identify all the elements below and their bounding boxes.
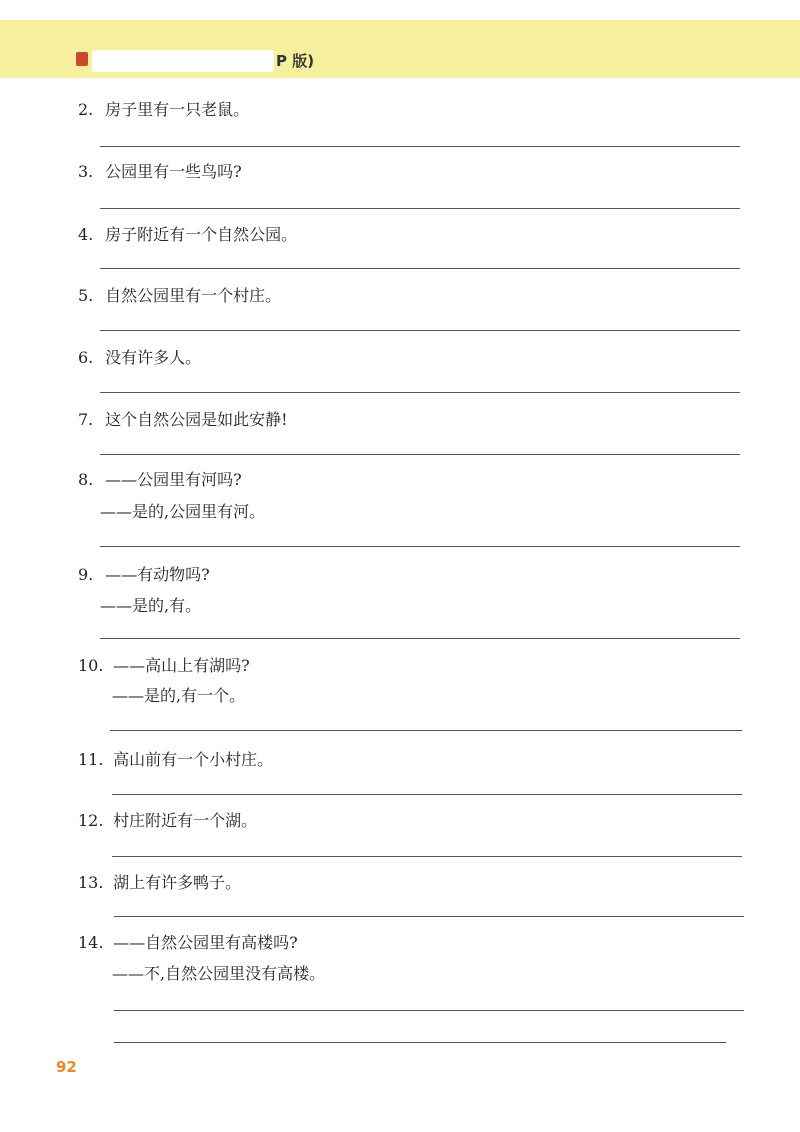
exercise-prompt: ——自然公园里有高楼吗?: [113, 933, 298, 952]
exercise-12: [78, 811, 257, 831]
exercise-number: 3.: [78, 162, 94, 181]
exercise-3: [78, 162, 242, 182]
exercise-number: 6.: [78, 348, 94, 367]
answer-line[interactable]: [112, 794, 742, 795]
answer-line[interactable]: [100, 208, 740, 209]
answer-line[interactable]: [100, 330, 740, 331]
exercise-number: 14.: [78, 933, 104, 952]
answer-line[interactable]: [100, 268, 740, 269]
exercise-prompt: ——高山上有湖吗?: [113, 656, 250, 675]
answer-line[interactable]: [100, 146, 740, 147]
exercise-number: 9.: [78, 565, 94, 584]
exercise-8-reply: ——是的,公园里有河。: [100, 502, 266, 521]
exercise-prompt: 村庄附近有一个湖。: [113, 811, 258, 830]
exercise-4: [78, 225, 297, 245]
exercise-number: 7.: [78, 410, 94, 429]
exercise-number: 8.: [78, 470, 94, 489]
exercise-6: [78, 348, 201, 368]
exercise-prompt: 没有许多人。: [105, 348, 202, 367]
exercise-9-reply: ——是的,有。: [100, 596, 202, 615]
answer-line[interactable]: [100, 638, 740, 639]
exercise-5: [78, 286, 281, 306]
exercise-prompt: 自然公园里有一个村庄。: [105, 286, 282, 305]
answer-line[interactable]: [100, 454, 740, 455]
answer-line[interactable]: [100, 392, 740, 393]
exercise-number: 11.: [78, 750, 104, 769]
answer-line[interactable]: [110, 730, 742, 731]
exercise-number: 10.: [78, 656, 104, 675]
exercise-10: [78, 656, 250, 676]
answer-line[interactable]: [100, 546, 740, 547]
exercise-prompt: 公园里有一些鸟吗?: [105, 162, 242, 181]
answer-line[interactable]: [114, 1010, 744, 1011]
exercise-prompt: 湖上有许多鸭子。: [113, 873, 242, 892]
publisher-logo-icon: [76, 52, 88, 66]
exercise-13: [78, 873, 241, 893]
exercise-number: 12.: [78, 811, 104, 830]
exercise-7: [78, 410, 288, 430]
exercise-2: [78, 100, 249, 120]
page-number: 92: [56, 1058, 77, 1076]
header-title: P 版): [276, 52, 315, 70]
answer-line[interactable]: [114, 1042, 726, 1043]
answer-line[interactable]: [114, 916, 744, 917]
exercise-14: [78, 933, 298, 953]
exercise-number: 4.: [78, 225, 94, 244]
exercise-9: [78, 565, 210, 585]
exercise-prompt: 高山前有一个小村庄。: [113, 750, 274, 769]
exercise-number: 13.: [78, 873, 104, 892]
exercise-prompt: 房子里有一只老鼠。: [105, 100, 250, 119]
exercise-8: [78, 470, 242, 490]
exercise-prompt: ——有动物吗?: [105, 565, 210, 584]
exercise-prompt: 这个自然公园是如此安静!: [105, 410, 288, 429]
exercise-number: 5.: [78, 286, 94, 305]
exercise-prompt: ——公园里有河吗?: [105, 470, 242, 489]
exercise-prompt: 房子附近有一个自然公园。: [105, 225, 298, 244]
exercise-11: [78, 750, 273, 770]
exercise-number: 2.: [78, 100, 94, 119]
answer-line[interactable]: [112, 856, 742, 857]
header-redaction: [92, 50, 274, 72]
exercise-14-reply: ——不,自然公园里没有高楼。: [112, 964, 326, 983]
exercise-10-reply: ——是的,有一个。: [112, 686, 246, 705]
